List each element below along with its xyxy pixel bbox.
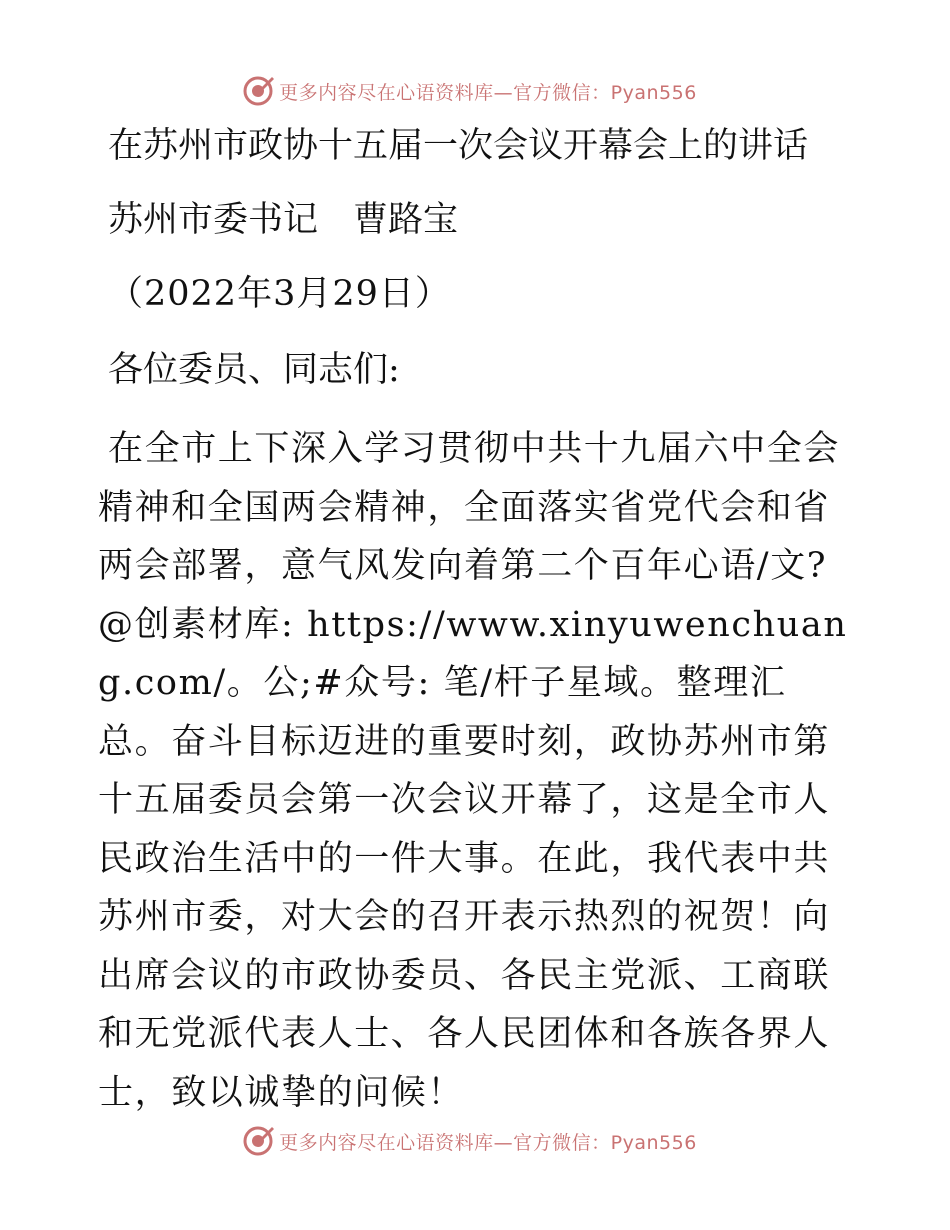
document-author: 苏州市委书记 曹路宝 <box>108 200 459 240</box>
document-title: 在苏州市政协十五届一次会议开幕会上的讲话 <box>108 126 809 166</box>
watermark-text: 更多内容尽在心语资料库—官方微信：Pyan556 <box>279 1131 697 1154</box>
document-paragraph: 在全市上下深入学习贯彻中共十九届六中全会精神和全国两会精神，全面落实省党代会和省两会部署，意气风发向着第二个百年心语/文?@创素材库: https://www.xinyuwenchuang.com/。公;#众号: 笔/杆子星域。整理汇总。奋斗目标迈进的重要时刻，政协苏州市第十五届委员会第一次会议开幕了，这是全市人民政治生活中的一件大事。在此，我代表中共苏州市委，对大会的召开表示热烈的祝贺！向出席会议的市政协委员、各民主党派、工商联和无党派代表人士、各人民团体和各族各界人士，致以诚挚的问候！ <box>98 429 848 1113</box>
pen-seal-icon <box>241 1124 275 1158</box>
watermark-text: 更多内容尽在心语资料库—官方微信：Pyan556 <box>279 81 697 104</box>
document-salutation: 各位委员、同志们: <box>108 350 400 390</box>
pen-seal-icon <box>241 74 275 108</box>
document-date: （2022年3月29日） <box>108 274 451 314</box>
footer-watermark <box>0 1121 950 1161</box>
header-watermark <box>0 71 950 111</box>
